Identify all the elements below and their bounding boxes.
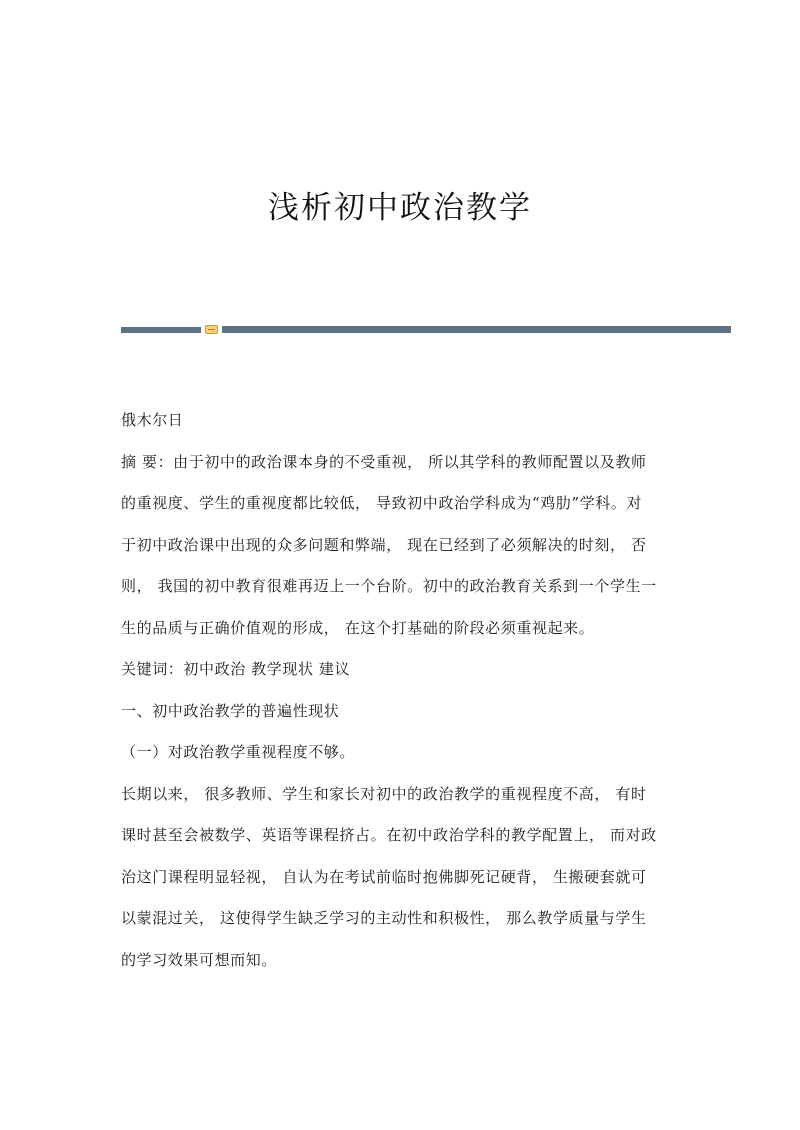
author: 俄木尔日: [121, 411, 184, 429]
paragraph-line: 长期以来， 很多教师、学生和家长对初中的政治教学的重视程度不高， 有时: [121, 784, 647, 803]
abstract-line: 于初中政治课中出现的众多问题和弊端， 现在已经到了必须解决的时刻， 否: [121, 535, 647, 554]
title-divider: [121, 325, 731, 335]
divider-bar-right: [222, 326, 731, 333]
section-heading: 一、初中政治教学的普遍性现状: [121, 701, 340, 720]
paragraph-line: 课时甚至会被数学、英语等课程挤占。在初中政治学科的教学配置上， 而对政: [121, 826, 657, 844]
abstract-line: 摘 要：由于初中的政治课本身的不受重视， 所以其学科的教师配置以及教师: [121, 452, 647, 471]
abstract-line: 则， 我国的初中教育很难再迈上一个台阶。初中的政治教育关系到一个学生一: [121, 577, 657, 595]
keywords: 关键词：初中政治 教学现状 建议: [121, 660, 351, 678]
subsection-heading: （一）对政治教学重视程度不够。: [121, 743, 356, 761]
paragraph-line: 的学习效果可想而知。: [121, 950, 278, 969]
divider-bar-left: [121, 327, 201, 333]
document-title: 浅析初中政治教学: [268, 190, 532, 226]
abstract-line: 生的品质与正确价值观的形成， 在这个打基础的阶段必须重视起来。: [121, 618, 595, 637]
document-body: [121, 400, 681, 981]
paragraph-line: 治这门课程明显轻视， 自认为在考试前临时抱佛脚死记硬背， 生搬硬套就可: [121, 867, 647, 886]
paragraph-line: 以蒙混过关， 这使得学生缺乏学习的主动性和积极性， 那么教学质量与学生: [121, 909, 647, 927]
abstract-line: 的重视度、学生的重视度都比较低， 导致初中政治学科成为“鸡肋”学科。对: [121, 494, 643, 512]
divider-emblem-icon: [205, 325, 218, 334]
